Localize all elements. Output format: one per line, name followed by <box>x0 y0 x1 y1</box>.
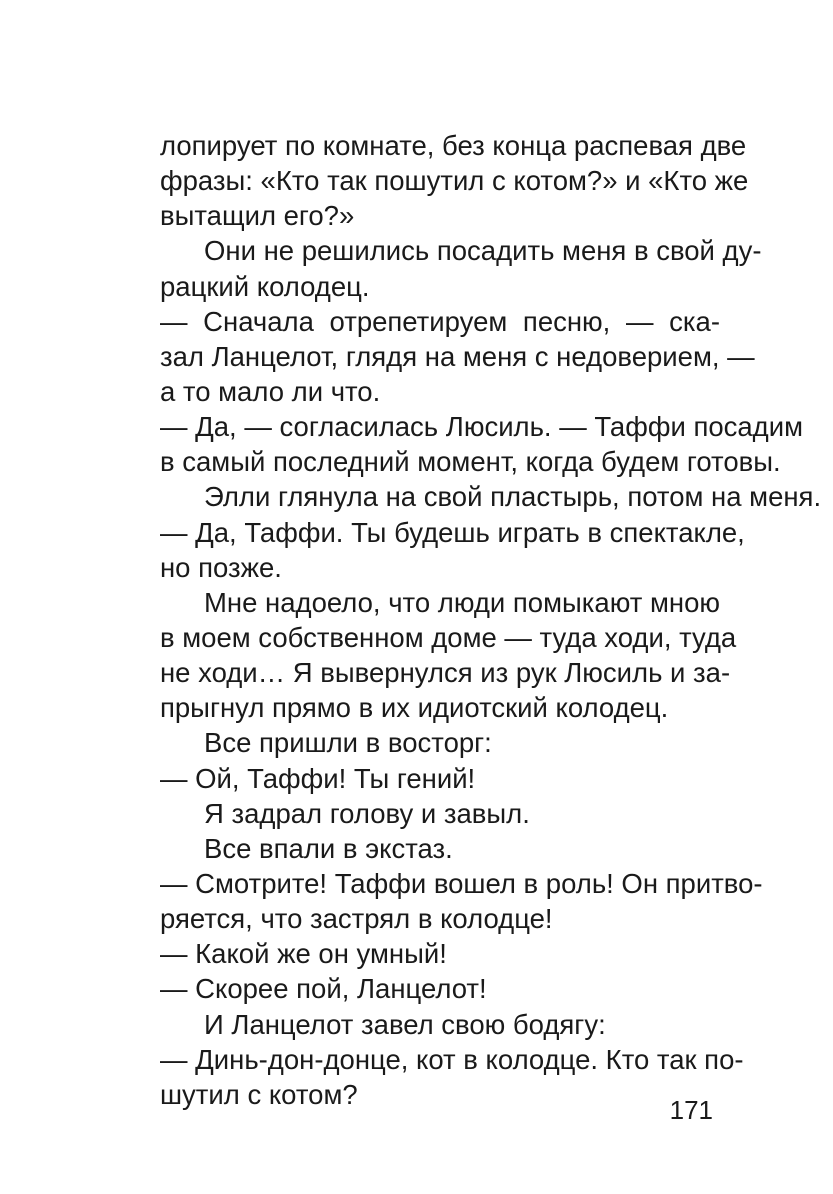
text-line: в моем собственном доме — туда ходи, туда <box>160 621 737 653</box>
dialogue-line: — Динь-дон-донце, кот в колодце. Кто так по- <box>160 1043 744 1075</box>
text-line: фразы: «Кто так пошутил с котом?» и «Кто же <box>160 165 749 197</box>
text-line: Мне надоело, что люди помыкают мною <box>204 586 720 618</box>
text-line: Они не решились посадить меня в свой ду- <box>204 235 762 267</box>
text-line: а то мало ли что. <box>160 375 381 407</box>
text-line: не ходи… Я вывернулся из рук Люсиль и за- <box>160 657 731 689</box>
text-line: Элли глянула на свой пластырь, потом на меня. <box>204 481 822 513</box>
page-number: 171 <box>669 1095 713 1125</box>
dialogue-line: — Смотрите! Таффи вошел в роль! Он притво- <box>160 867 763 899</box>
text-line: зал Ланцелот, глядя на меня с недоверием, — <box>160 340 755 372</box>
dialogue-line: — Скорее пой, Ланцелот! <box>160 973 487 1005</box>
text-line: в самый последний момент, когда будем готовы. <box>160 446 781 478</box>
text-line: но позже. <box>160 551 282 583</box>
body-text <box>160 128 822 1112</box>
dialogue-line: — Ой, Таффи! Ты гений! <box>160 762 476 794</box>
text-line: вытащил его?» <box>160 200 355 232</box>
dialogue-line: — Да, — согласилась Люсиль. — Таффи посадим <box>160 411 804 443</box>
text-line: Я задрал голову и завыл. <box>204 797 530 829</box>
text-line: шутил с котом? <box>160 1078 358 1110</box>
dialogue-line: — Какой же он умный! <box>160 938 447 970</box>
dialogue-line: — Сначала отрепетируем песню, — ска- <box>160 305 720 337</box>
text-line: рацкий колодец. <box>160 270 370 302</box>
text-line: ряется, что застрял в колодце! <box>160 903 553 935</box>
dialogue-line: — Да, Таффи. Ты будешь играть в спектакле, <box>160 516 745 548</box>
text-line: И Ланцелот завел свою бодягу: <box>204 1008 606 1040</box>
text-line: Все впали в экстаз. <box>204 832 453 864</box>
text-line: лопирует по комнате, без конца распевая две <box>160 130 747 161</box>
text-line: прыгнул прямо в их идиотский колодец. <box>160 692 669 724</box>
text-line: Все пришли в восторг: <box>204 727 492 759</box>
